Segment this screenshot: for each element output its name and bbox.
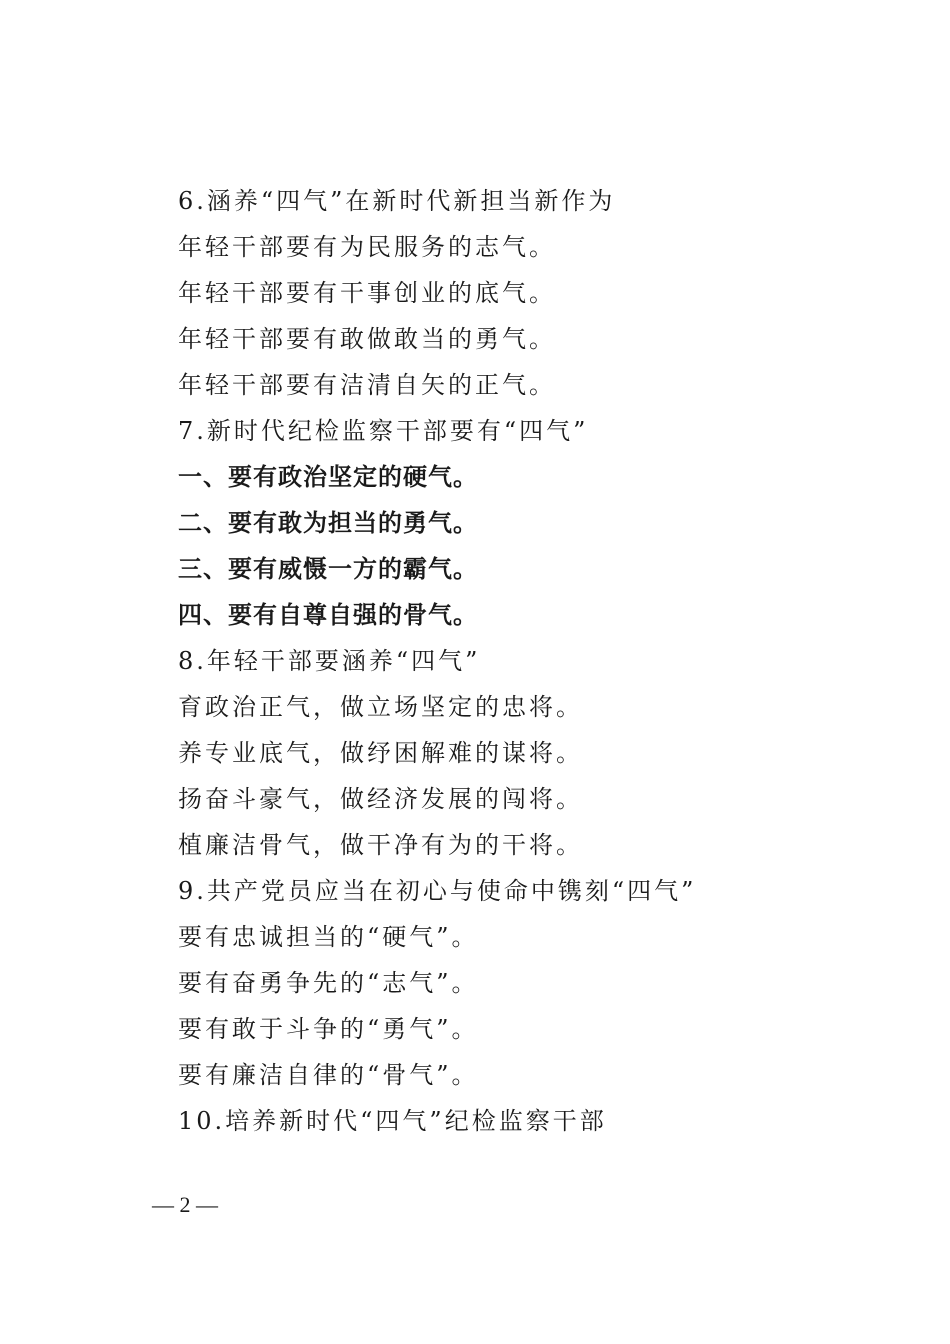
list-item-bold: 三、要有威慑一方的霸气。 bbox=[178, 555, 478, 583]
list-item: 要有奋勇争先的“志气”。 bbox=[178, 969, 479, 997]
list-item: 要有廉洁自律的“骨气”。 bbox=[178, 1061, 479, 1089]
page-number: — 2 — bbox=[152, 1192, 218, 1217]
list-item: 要有忠诚担当的“硬气”。 bbox=[178, 923, 479, 951]
list-item: 养专业底气，做纾困解难的谋将。 bbox=[178, 739, 583, 767]
list-item: 育政治正气，做立场坚定的忠将。 bbox=[178, 693, 583, 721]
list-item-bold: 四、要有自尊自强的骨气。 bbox=[178, 601, 478, 629]
document-body bbox=[178, 178, 878, 1144]
list-item: 要有敢于斗争的“勇气”。 bbox=[178, 1015, 479, 1043]
list-item-bold: 二、要有敢为担当的勇气。 bbox=[178, 509, 478, 537]
list-item: 年轻干部要有干事创业的底气。 bbox=[178, 279, 556, 307]
list-item: 扬奋斗豪气，做经济发展的闯将。 bbox=[178, 785, 583, 813]
heading-item-8: 8.年轻干部要涵养“四气” bbox=[178, 647, 481, 675]
list-item: 年轻干部要有敢做敢当的勇气。 bbox=[178, 325, 556, 353]
list-item: 年轻干部要有洁清自矢的正气。 bbox=[178, 371, 556, 399]
heading-item-9: 9.共产党员应当在初心与使命中镌刻“四气” bbox=[178, 877, 697, 905]
list-item-bold: 一、要有政治坚定的硬气。 bbox=[178, 463, 478, 491]
heading-item-10: 10.培养新时代“四气”纪检监察干部 bbox=[178, 1107, 607, 1135]
heading-item-7: 7.新时代纪检监察干部要有“四气” bbox=[178, 417, 589, 445]
list-item: 年轻干部要有为民服务的志气。 bbox=[178, 233, 556, 261]
list-item: 植廉洁骨气，做干净有为的干将。 bbox=[178, 831, 583, 859]
heading-item-6: 6.涵养“四气”在新时代新担当新作为 bbox=[178, 187, 616, 215]
